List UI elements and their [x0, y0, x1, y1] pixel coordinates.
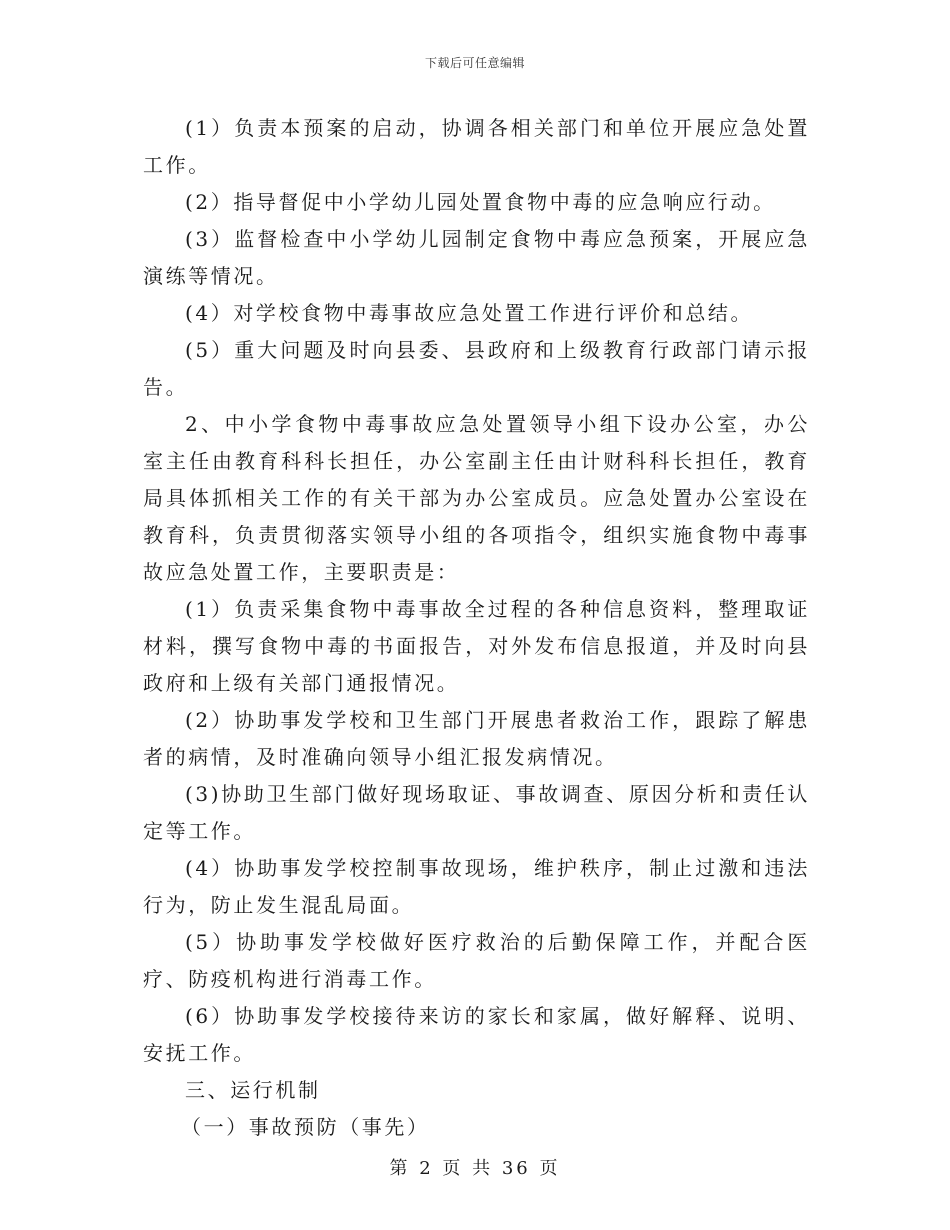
paragraph: (5）协助事发学校做好医疗救治的后勤保障工作，并配合医疗、防疫机构进行消毒工作。 — [143, 930, 810, 991]
section-heading: 三、运行机制 — [185, 1078, 321, 1102]
paragraph: (2）协助事发学校和卫生部门开展患者救治工作，跟踪了解患者的病情，及时准确向领导小组汇报发病情况。 — [143, 708, 810, 769]
paragraph: (6）协助事发学校接待来访的家长和家属，做好解释、说明、安抚工作。 — [143, 1004, 810, 1065]
paragraph: (2）指导督促中小学幼儿园处置食物中毒的应急响应行动。 — [185, 190, 776, 214]
document-body — [143, 110, 810, 1146]
paragraph: (4）协助事发学校控制事故现场，维护秩序，制止过激和违法行为，防止发生混乱局面。 — [143, 856, 810, 917]
paragraph: 2、中小学食物中毒事故应急处置领导小组下设办公室，办公室主任由教育科科长担任，办公室副主任由计财科科长担任，教育局具体抓相关工作的有关干部为办公室成员。应急处置办公室设在教育科，负责贯彻落实领导小组的各项指令，组织实施食物中毒事故应急处置工作，主要职责是： — [143, 412, 810, 584]
paragraph: (3)协助卫生部门做好现场取证、事故调查、原因分析和责任认定等工作。 — [143, 782, 810, 843]
paragraph: (1）负责本预案的启动，协调各相关部门和单位开展应急处置工作。 — [143, 116, 810, 177]
paragraph: (3）监督检查中小学幼儿园制定食物中毒应急预案，开展应急演练等情况。 — [143, 227, 810, 288]
subsection-heading: （一）事故预防（事先） — [181, 1115, 430, 1139]
paragraph: (5）重大问题及时向县委、县政府和上级教育行政部门请示报告。 — [143, 338, 810, 399]
page-number: 第 2 页 共 36 页 — [389, 1158, 561, 1179]
page-header: 下载后可任意编辑 — [424, 56, 525, 70]
paragraph: (4）对学校食物中毒事故应急处置工作进行评价和总结。 — [185, 301, 754, 325]
paragraph: (1）负责采集食物中毒事故全过程的各种信息资料，整理取证材料，撰写食物中毒的书面报告，对外发布信息报道，并及时向县政府和上级有关部门通报情况。 — [143, 597, 810, 695]
